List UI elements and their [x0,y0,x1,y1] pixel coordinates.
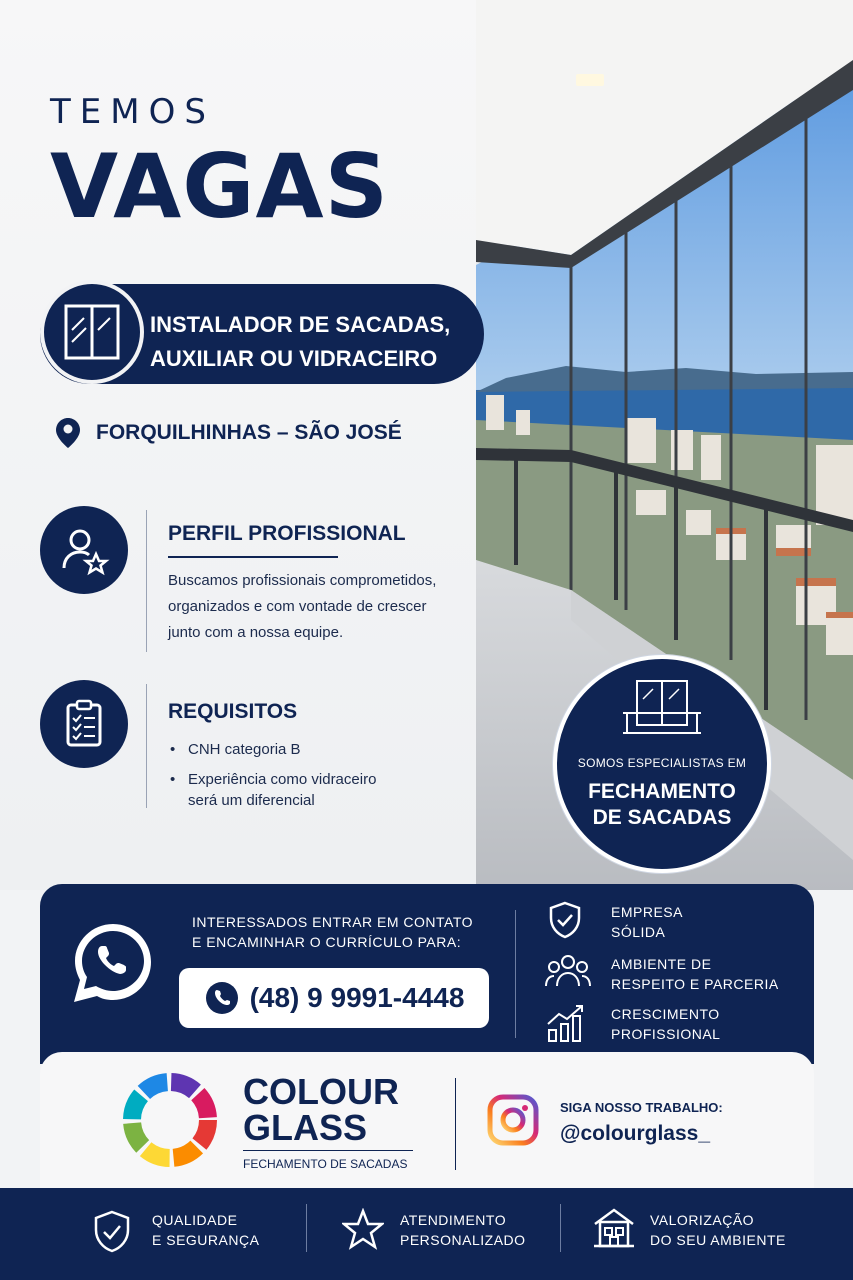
shield-check-icon [92,1210,132,1254]
team-icon [545,952,591,992]
color-wheel-logo [120,1070,220,1170]
badge-big-line-1: FECHAMENTO [588,780,736,803]
perfil-title: PERFIL PROFISSIONAL [168,522,406,545]
specialist-badge [553,655,771,873]
requisitos-divider [146,684,147,808]
phone-number: (48) 9 9991-4448 [249,982,465,1013]
perfil-text [168,568,436,646]
benefit-1-line-2: SÓLIDA [611,924,666,940]
footer [0,1188,853,1280]
brand-tagline: FECHAMENTO DE SACADAS [243,1157,408,1171]
benefit-1 [545,900,805,940]
perfil-line-3: junto com a nossa equipe. [168,624,344,641]
perfil-line-1: Buscamos profissionais comprometidos, [168,572,437,589]
contact-band [40,884,814,1064]
benefit-3 [545,1002,805,1042]
badge-big-line-2: DE SACADAS [592,806,732,829]
contact-text [192,912,473,952]
benefit-3-line-1: CRESCIMENTO [611,1006,720,1022]
social-handle[interactable]: @colourglass_ [560,1122,711,1145]
requisitos-title: REQUISITOS [168,700,298,723]
footer-divider-1 [306,1204,307,1252]
whatsapp-icon[interactable] [68,918,158,1008]
social-label: SIGA NOSSO TRABALHO: [560,1100,723,1115]
phone-button[interactable] [179,968,489,1028]
benefit-1-line-1: EMPRESA [611,904,683,920]
map-pin-icon [56,418,80,448]
perfil-icon-circle [40,506,128,594]
perfil-line-2: organizados e com vontade de crescer [168,598,427,615]
contact-line-2: E ENCAMINHAR O CURRÍCULO PARA: [192,934,462,950]
role-line-1: INSTALADOR DE SACADAS, [150,312,451,337]
footer-item-1-line-2: E SEGURANÇA [152,1232,260,1248]
whatsapp-small-icon [204,980,240,1016]
footer-item-1-line-1: QUALIDADE [152,1212,238,1228]
brand-band [40,1052,814,1190]
brand-name-line-2: GLASS [243,1107,368,1148]
benefit-2-line-1: AMBIENTE DE [611,956,712,972]
benefit-2-line-2: RESPEITO E PARCERIA [611,976,779,992]
perfil-underline [168,556,338,558]
requisitos-item-2-cont: será um diferencial [188,792,315,809]
footer-item-3-line-1: VALORIZAÇÃO [650,1212,755,1228]
star-icon [342,1208,384,1250]
role-text [150,308,450,376]
perfil-divider [146,510,147,652]
clipboard-checklist-icon [56,696,112,752]
benefit-2 [545,952,805,992]
headline-vagas: VAGAS [50,135,389,238]
shield-check-icon [545,900,585,940]
location [56,418,402,448]
footer-item-2 [342,1206,542,1262]
requisitos-icon-circle [40,680,128,768]
footer-item-3-line-2: DO SEU AMBIENTE [650,1232,786,1248]
brand-name-line-1: COLOUR [243,1071,399,1112]
role-line-2: AUXILIAR OU VIDRACEIRO [150,346,438,371]
footer-item-2-line-2: PERSONALIZADO [400,1232,526,1248]
footer-divider-2 [560,1204,561,1252]
footer-item-2-line-1: ATENDIMENTO [400,1212,507,1228]
location-text: FORQUILHINHAS – SÃO JOSÉ [96,421,402,444]
window-icon [44,284,140,380]
contact-line-1: INTERESSADOS ENTRAR EM CONTATO [192,914,474,930]
role-icon-circle [40,280,144,384]
requisitos-list [170,738,376,810]
badge-small-text: SOMOS ESPECIALISTAS EM [577,756,747,770]
balcony-glass-icon [617,675,707,745]
instagram-icon[interactable] [487,1094,539,1146]
user-star-icon [56,522,112,578]
brand-divider [455,1078,456,1170]
building-icon [592,1206,636,1250]
requisitos-item-1: • CNH categoria B [170,741,301,758]
brand-underline [243,1150,413,1151]
headline-temos: TEMOS [50,92,215,132]
growth-chart-icon [545,1002,587,1044]
requisitos-item-2: • Experiência como vidraceiro [170,771,377,788]
footer-item-1 [92,1206,312,1262]
brand-name [243,1071,399,1148]
footer-item-3 [592,1206,812,1262]
contact-divider [515,910,516,1038]
benefit-3-line-2: PROFISSIONAL [611,1026,721,1042]
